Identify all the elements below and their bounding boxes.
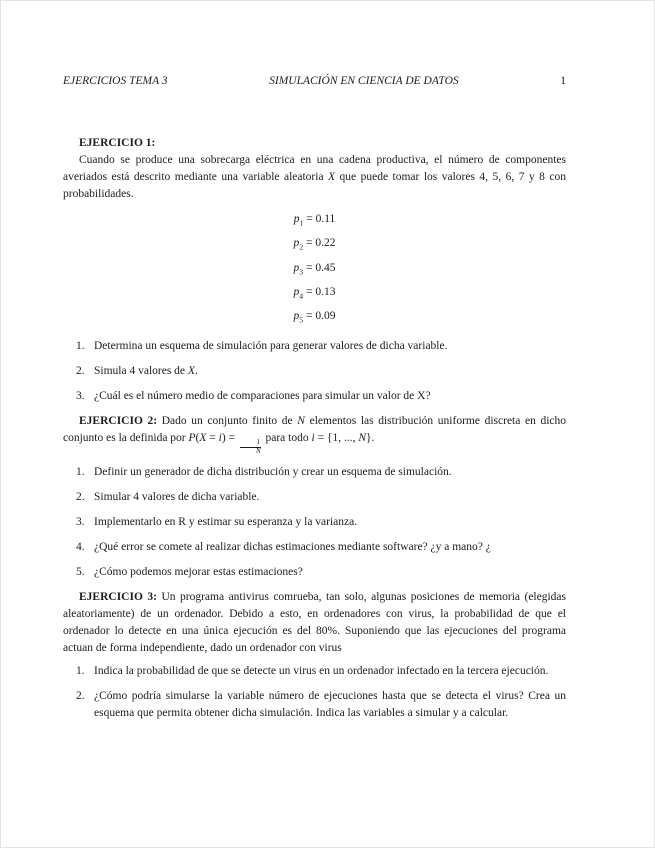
list-item	[63, 688, 566, 722]
list-item	[63, 514, 566, 531]
item-text: ¿Cómo podría simularse la variable número de ejecuciones hasta que se detecta el virus? Crea un esquema que permita obtener dicha simulación. Indica las variables a simular y a calcular.	[94, 689, 566, 719]
exercise1-intro: Cuando se produce una sobrecarga eléctrica en una cadena productiva, el número de componentes averiados está descrito mediante una variable aleatoria X que puede tomar los valores 4, 5, 6, 7 y 8 con probabilidades.	[63, 154, 566, 200]
list-item	[63, 663, 566, 680]
item-number: 3.	[76, 390, 85, 403]
list-item	[63, 338, 566, 355]
item-number: 1.	[76, 664, 85, 677]
document-content	[63, 135, 566, 730]
exercise1-label: EJERCICIO 1:	[79, 137, 156, 149]
header-left-title: EJERCICIOS TEMA 3	[63, 75, 168, 87]
list-item	[63, 363, 566, 380]
exercise3-label: EJERCICIO 3:	[79, 590, 157, 603]
exercise2-intro-text: Dado un conjunto finito de N elementos las distribución uniforme discreta en dicho conjunto es la definida por P(X = i) = $\frac{1}{N}$ para todo i = {1, ..., N}.	[63, 415, 566, 455]
list-item	[63, 489, 566, 506]
item-text: Simula 4 valores de X.	[94, 365, 198, 378]
item-text: ¿Cómo podemos mejorar estas estimaciones?	[94, 565, 303, 578]
item-text: ¿Qué error se comete al realizar dichas estimaciones mediante software? ¿y a mano? ¿	[94, 540, 491, 553]
probability-equations	[63, 209, 566, 330]
equation-line: $p_2 = 0.22$	[293, 237, 336, 252]
equation-line: $p_3 = 0.45$	[293, 261, 336, 276]
exercise3-list	[63, 663, 566, 722]
item-number: 4.	[76, 540, 85, 553]
exercise3-intro-text: Un programa antivirus comrueba, tan solo, algunas posiciones de memoria (elegidas aleatoriamente) de un ordenador. Debido a esto, en ordenadores con virus, la probabilidad de que el ordenador lo detecte en una única ejecución es del 80%. Suponiendo que las ejecuciones del programa actuan de forma independiente, dado un ordenador con virus	[63, 590, 566, 654]
item-number: 3.	[76, 515, 85, 528]
exercise2-list	[63, 464, 566, 581]
page-header	[63, 73, 566, 90]
equation-line: $p_5 = 0.09$	[293, 310, 336, 325]
item-text: Definir un generador de dicha distribución y crear un esquema de simulación.	[94, 465, 452, 478]
item-number: 2.	[76, 365, 85, 378]
exercise3-intro	[63, 589, 566, 657]
equation-line: $p_4 = 0.13$	[293, 285, 336, 301]
item-text: Implementarlo en R y estimar su esperanza y la varianza.	[94, 515, 358, 528]
item-number: 2.	[76, 490, 85, 503]
header-page-number: 1	[560, 75, 566, 87]
item-number: 5.	[76, 565, 85, 578]
header-center-title: SIMULACIÓN EN CIENCIA DE DATOS	[269, 75, 459, 87]
item-text: ¿Cuál es el número medio de comparaciones para simular un valor de X?	[94, 390, 431, 403]
exercise2-intro	[63, 413, 566, 455]
exercise1-heading	[63, 135, 566, 152]
item-text: Determina un esquema de simulación para generar valores de dicha variable.	[94, 340, 448, 353]
exercise2-label: EJERCICIO 2:	[79, 415, 158, 428]
item-number: 1.	[76, 465, 85, 478]
list-item	[63, 464, 566, 481]
exercise1-list	[63, 338, 566, 405]
item-text: Indica la probabilidad de que se detecte un virus en un ordenador infectado en la tercera ejecución.	[94, 664, 549, 677]
equation-line: $p_1 = 0.11$	[293, 213, 336, 228]
list-item	[63, 388, 566, 405]
list-item	[63, 564, 566, 581]
list-item	[63, 539, 566, 556]
item-number: 1.	[76, 340, 85, 353]
item-number: 2.	[76, 689, 85, 702]
item-text: Simular 4 valores de dicha variable.	[94, 490, 260, 503]
